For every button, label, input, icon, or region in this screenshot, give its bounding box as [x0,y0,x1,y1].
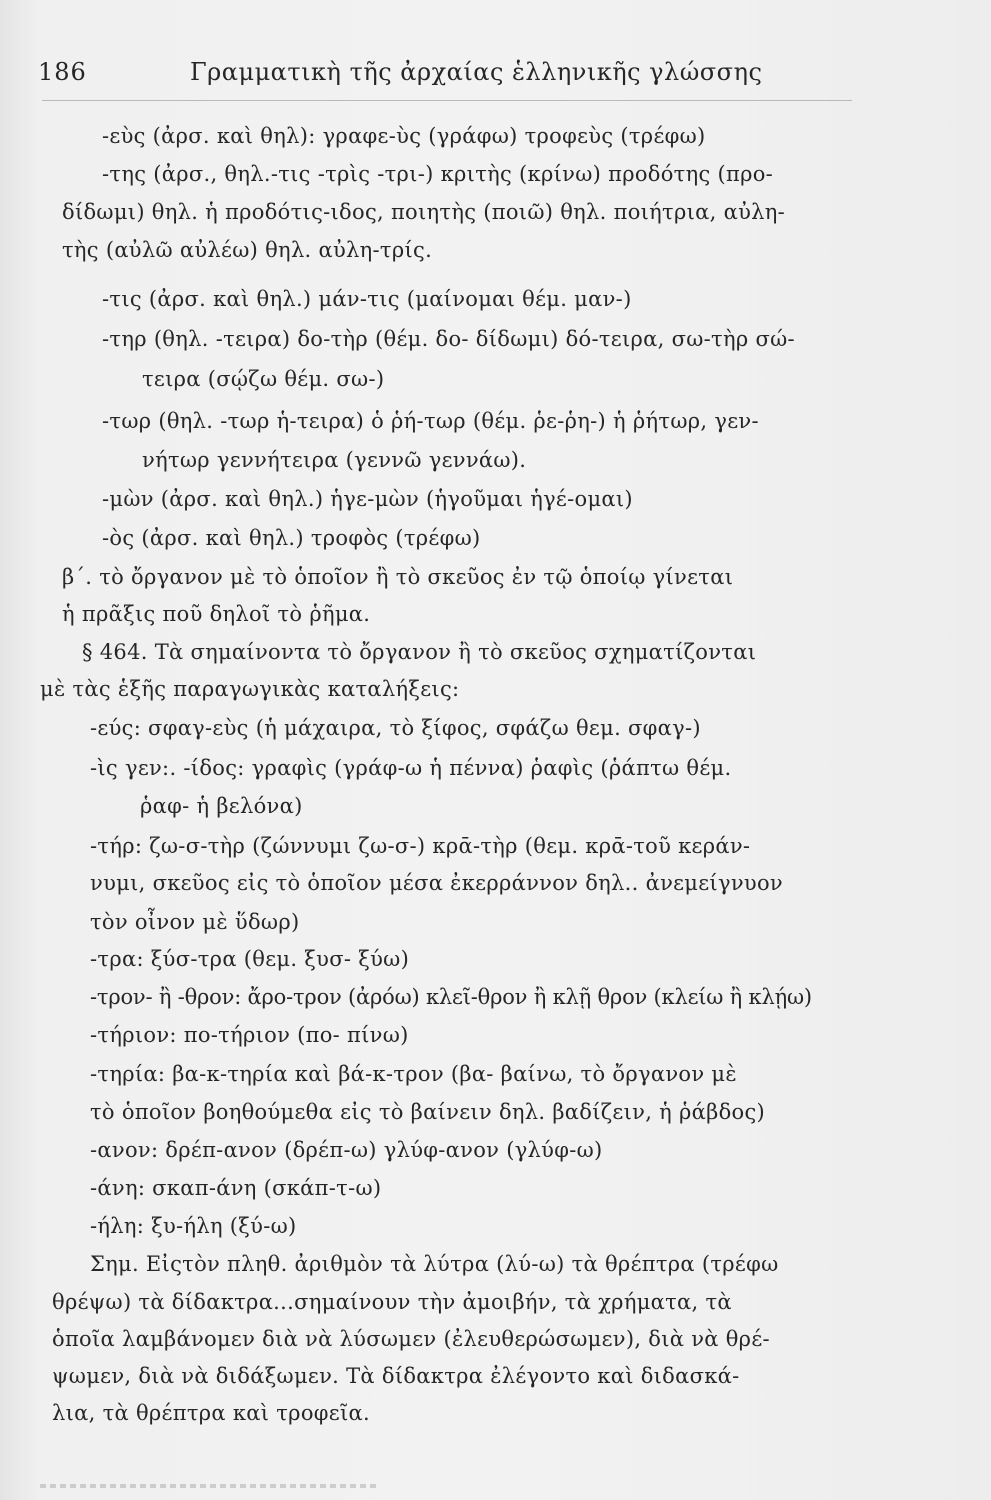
text-line: -τις (ἀρσ. καὶ θηλ.) μάν-τις (μαίνομαι θέμ. μαν-) [102,287,632,311]
note-line: ψωμεν, διὰ νὰ διδάξωμεν. Τὰ δίδακτρα ἐλέγοντο καὶ διδασκά- [52,1364,740,1388]
text-line: τὸ ὁποῖον βοηθούμεθα εἰς τὸ βαίνειν δηλ. βαδίζειν, ἡ ῥάβδος) [90,1100,766,1124]
text-line: μὲ τὰς ἑξῆς παραγωγικὰς καταλήξεις: [40,677,460,701]
page-header [38,58,888,94]
text-line: νυμι, σκεῦος εἰς τὸ ὁποῖον μέσα ἐκερράννον δηλ.. ἀνεμείγνυον [90,871,783,895]
running-title: Γραμματικὴ τῆς ἀρχαίας ἑλληνικῆς γλώσσης [190,58,763,86]
text-line: -ὶς γεν:. -ίδος: γραφὶς (γράφ-ω ἡ πέννα) ῥαφὶς (ῥάπτω θέμ. [90,756,732,780]
text-line: ἡ πρᾶξις ποῦ δηλοῖ τὸ ῥῆμα. [62,602,371,626]
text-line: -άνη: σκαπ-άνη (σκάπ-τ-ω) [90,1176,382,1200]
text-line: -τρον- ἢ -θρον: ἄρο-τρον (ἀρόω) κλεῖ-θρον ἢ κλῇ θρον (κλείω ἢ κλῄω) [90,985,812,1009]
section-heading: § 464. Τὰ σημαίνοντα τὸ ὄργανον ἢ τὸ σκεῦος σχηματίζονται [82,640,757,664]
note-line: λια, τὰ θρέπτρα καὶ τροφεῖα. [52,1401,370,1425]
text-line: -της (ἀρσ., θηλ.-τις -τρὶς -τρι-) κριτὴς (κρίνω) προδότης (προ- [102,162,774,186]
note-line: θρέψω) τὰ δίδακτρα...σημαίνουν τὴν ἀμοιβήν, τὰ χρήματα, τὰ [52,1290,732,1314]
text-line: -τωρ (θηλ. -τωρ ἡ-τειρα) ὁ ῥή-τωρ (θέμ. ῥε-ῥη-) ἡ ῥήτωρ, γεν- [102,409,759,433]
text-line: ῥαφ- ἡ βελόνα) [140,794,303,818]
text-line: -εύς: σφαγ-εὺς (ἡ μάχαιρα, τὸ ξίφος, σφάζω θεμ. σφαγ-) [90,716,701,740]
text-line: δίδωμι) θηλ. ἡ προδότις-ιδος, ποιητὴς (ποιῶ) θηλ. ποιήτρια, αὐλη- [62,200,786,224]
text-line: -τηρία: βα-κ-τηρία καὶ βά-κ-τρον (βα- βαίνω, τὸ ὄργανον μὲ [90,1062,737,1086]
text-line: τὴς (αὐλῶ αὐλέω) θηλ. αὐλη-τρίς. [62,238,433,262]
text-line: -τήρ: ζω-σ-τὴρ (ζώννυμι ζω-σ-) κρᾱ-τὴρ (θεμ. κρᾱ-τοῦ κεράν- [90,834,751,858]
text-line: -τήριον: πο-τήριον (πο- πίνω) [90,1023,409,1047]
page-number: 186 [38,58,87,86]
text-line: τειρα (σῴζω θέμ. σω-) [142,367,385,391]
text-line: -ήλη: ξυ-ήλη (ξύ-ω) [90,1214,297,1238]
text-line: τὸν οἶνον μὲ ὕδωρ) [90,910,300,934]
note-line: ὁποῖα λαμβάνομεν διὰ νὰ λύσωμεν (ἐλευθερώσωμεν), διὰ νὰ θρέ- [52,1327,770,1351]
text-line: -ὸς (ἀρσ. καὶ θηλ.) τροφὸς (τρέφω) [102,526,481,550]
header-rule [42,100,852,101]
text-line: -εὺς (ἀρσ. καὶ θηλ): γραφε-ὺς (γράφω) τροφεὺς (τρέφω) [102,124,706,148]
text-line: -τρα: ξύσ-τρα (θεμ. ξυσ- ξύω) [90,947,410,971]
bleed-through-mark [40,1484,380,1488]
note-line: Σημ. Εἰςτὸν πληθ. ἀριθμὸν τὰ λύτρα (λύ-ω) τὰ θρέπτρα (τρέφω [90,1252,779,1276]
text-line: -τηρ (θηλ. -τειρα) δο-τὴρ (θέμ. δο- δίδωμι) δό-τειρα, σω-τὴρ σώ- [102,327,795,351]
text-line: -μὼν (ἀρσ. καὶ θηλ.) ἡγε-μὼν (ἡγοῦμαι ἡγέ-ομαι) [102,487,633,511]
text-line: -ανον: δρέπ-ανον (δρέπ-ω) γλύφ-ανον (γλύφ-ω) [90,1138,603,1162]
text-line: νήτωρ γεννήτειρα (γεννῶ γεννάω). [142,448,527,472]
text-line: β΄. τὸ ὄργανον μὲ τὸ ὁποῖον ἢ τὸ σκεῦος ἐν τῷ ὁποίῳ γίνεται [62,565,734,589]
